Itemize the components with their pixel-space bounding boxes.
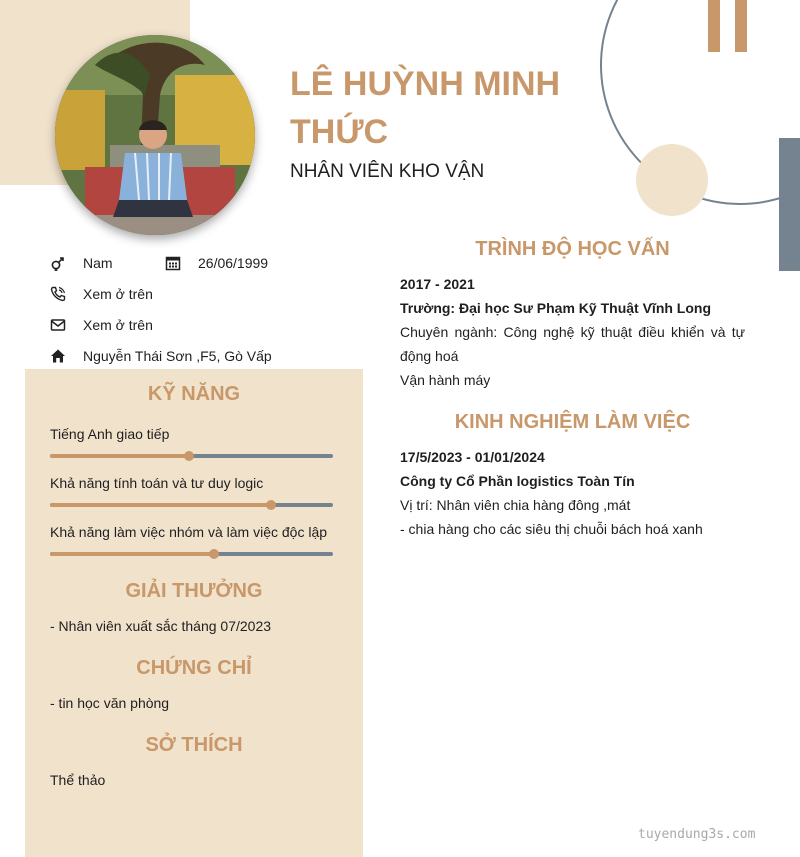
skill-bar [50, 454, 333, 458]
hobbies-text: Thể thảo [50, 772, 106, 788]
phone-icon [50, 286, 66, 302]
skill-bar-knob [184, 451, 194, 461]
skill-bar [50, 552, 333, 556]
email-icon [50, 317, 66, 333]
skill-label: Khả năng làm việc nhóm và làm việc độc lập [50, 524, 328, 540]
education-major: Chuyên ngành: Công nghệ kỹ thuật điều khiển và tự động hoá [400, 324, 745, 364]
education-period: 2017 - 2021 [400, 276, 475, 292]
contact-row-gender [50, 247, 370, 278]
experience-role: Vị trí: Nhân viên chia hàng đông ,mát [400, 497, 631, 513]
experience-company: Công ty Cổ Phần logistics Toàn Tín [400, 473, 635, 489]
decor-beige-dot [636, 144, 708, 216]
email-value: Xem ở trên [83, 316, 153, 333]
side-panel [25, 369, 363, 857]
decor-bar [735, 0, 747, 52]
skill-bar-fill [50, 503, 271, 507]
calendar-icon [165, 255, 181, 271]
skill-label: Khả năng tính toán và tư duy logic [50, 475, 264, 491]
contact-row-phone [50, 278, 370, 309]
candidate-name: LÊ HUỲNH MINH THỨC [290, 65, 561, 151]
watermark: tuyendung3s.com [638, 827, 756, 842]
experience-period: 17/5/2023 - 01/01/2024 [400, 449, 545, 465]
contact-info [50, 247, 370, 371]
address-value: Nguyễn Thái Sơn ,F5, Gò Vấp [83, 347, 272, 364]
gender-icon [50, 255, 66, 271]
home-icon [50, 348, 66, 364]
skill-bar-knob [209, 549, 219, 559]
skills-title: KỸ NĂNG [147, 383, 241, 405]
hobbies-title: SỞ THÍCH [145, 734, 243, 756]
contact-row-address [50, 340, 370, 371]
skill-label: Tiếng Anh giao tiếp [50, 426, 170, 442]
awards-title: GIẢI THƯỞNG [125, 580, 263, 602]
awards-text: - Nhân viên xuất sắc tháng 07/2023 [50, 618, 272, 634]
experience-title: KINH NGHIỆM LÀM VIỆC [454, 411, 691, 433]
skill-bar-fill [50, 454, 189, 458]
contact-row-birthdate [165, 247, 268, 278]
certificates-title: CHỨNG CHỈ [136, 657, 252, 679]
education-school: Trường: Đại học Sư Phạm Kỹ Thuật Vĩnh Long [400, 300, 712, 316]
candidate-position: NHÂN VIÊN KHO VẬN [290, 161, 485, 182]
skill-bar-knob [266, 500, 276, 510]
decor-side-bar [779, 138, 800, 271]
avatar [55, 35, 255, 235]
skill-bar-fill [50, 552, 214, 556]
experience-duty: - chia hàng cho các siêu thị chuỗi bách hoá xanh [400, 521, 703, 537]
avatar-photo [55, 35, 255, 235]
birthdate-value: 26/06/1999 [198, 254, 269, 271]
gender-value: Nam [83, 254, 113, 271]
certificates-text: - tin học văn phòng [50, 695, 170, 711]
skill-bar [50, 503, 333, 507]
education-extra: Vận hành máy [400, 372, 491, 388]
phone-value: Xem ở trên [83, 285, 153, 302]
decor-bar [708, 0, 720, 52]
contact-row-email [50, 309, 370, 340]
education-title: TRÌNH ĐỘ HỌC VẤN [475, 238, 670, 260]
